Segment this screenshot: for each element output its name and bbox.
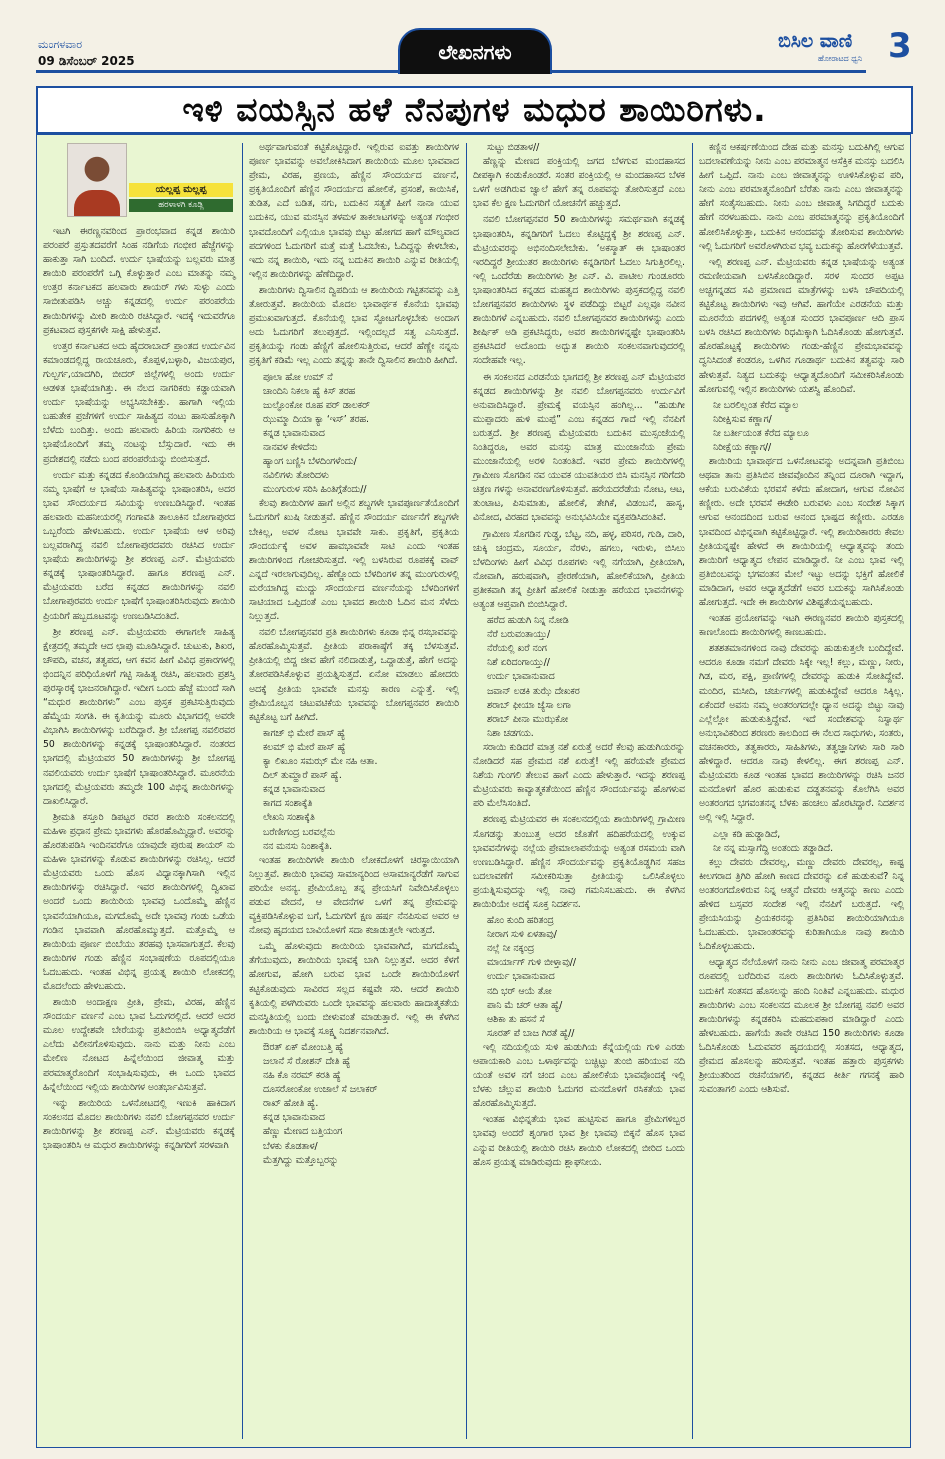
- author-name: ಯಲ್ಲಪ್ಪ ಮಲ್ಲಪ್ಪ: [129, 183, 233, 197]
- column-3: [467, 135, 691, 1447]
- paragraph: ಒಮ್ಮೆ ಹೊಳುವುದು ಶಾಯಿರಿಯ ಭಾವವಾಗಿದೆ, ಮಗದೊಮ್ಮೆ ತೆಗೆಯುವುದು, ಶಾಯಿರಿಯ ಭಾವಕ್ಕೆ ಬಾಗಿ ನಿಲ್ಲುತ್ತವೆ. ಅದರ ಕೆಳಗೆ ಹೋಗುವ, ಹೋಗಿ ಬರುವ ಭಾವ ಒಂದೇ ಶಾಯಿರಿಯೊಳಗೆ ಕಟ್ಟಿಕೊಡುವುದು ಸಾವಿರದ ಸಲ್ಲದ ಕಷ್ಟವೇ ಸರಿ. ಆದರೆ ಶಾಯಿರಿ ಕೃತಿಯಲ್ಲಿ ಪಳಗಿರುವರು ಒಂದೇ ಭಾವವನ್ನು ಹಲವಾರು ಹಾದಾತ್ಮಕತೆಯ ಮನಸ್ಥಿತಿಯಲ್ಲಿ ಬಂದು ಬೀಳುವಂತೆ ಮಾಡುತ್ತಾರೆ. ಇಲ್ಲಿ ಈ ಕೆಳಗಿನ ಶಾಯಿರಿಯ ಆ ಭಾವಕ್ಕೆ ಸೂಕ್ಷ್ಮ ನಿದರ್ಶನವಾಗಿದೆ.: [249, 941, 459, 1037]
- verse-line: ನಾನವಳ ಕೇಳಿದೆನು: [263, 441, 318, 453]
- verse-line: ಸುಟ್ಟು ಬಿಡತಾಳ//: [487, 142, 540, 153]
- paragraph: ಆಧ್ಯಾತ್ಮದ ನೆಲೆಯೊಳಗೆ ನಾನು ನೀನು ಎಂಬ ಜೀವಾತ್ಮ ಪರಮಾತ್ಮರ ರೂಪದಲ್ಲಿ ಬರೆದಿರುವ ನೂರು ಶಾಯಿರಿಗಳು ಓದಿಸಿಕೊಳ್ಳುತ್ತವೆ. ಬದುಕಿಗೆ ಸಂತಸದ ಹೊಸಲನ್ನು ಹಂದಿ ನಿಂತಿವೆ ಎನ್ನಬಹುದು. ಮಧುರ ಶಾಯಿರಿಗಳು ಎಂಬ ಸಂಕಲನದ ಮೂಲಕ ಶ್ರೀ ಬೋಗಪ್ಪ ನವಲಿ ಅವರ ಶಾಯಿರಿಗಳನ್ನು ಕನ್ನಡಕರಿಸಿ ಮಹದುಪಕಾರ ಮಾಡಿದ್ದಾರೆ ಎಂದು ಹೇಳಬಹುದು. ಹಾಗೆಯೆ ತಾವೇ ರಚಿಸಿದ 150 ಶಾಯಿರಿಗಳು ಕೂಡಾ ಓದಿಸಿಕೊಂಡು ಓದುವವರ ಹೃದಯದಲ್ಲಿ ಸಂತಸದ, ಆಧ್ಯಾತ್ಮದ, ಪ್ರೇಮದ ಹೊಸಲನ್ನು ಹರಿಸುತ್ತವೆ. ಇಂತಹ ಹತ್ತಾರು ಪುಸ್ತಕಗಳು ಶ್ರೀಯುತರಿಂದ ರಚನೆಯಾಗಲಿ, ಕನ್ನಡದ ಕೀರ್ತಿ ಗಗನಕ್ಕೆ ಹಾರಿ ಸುವಂತಾಗಲಿ ಎಂದು ಆಶಿಸುವೆ.: [699, 957, 904, 1096]
- verse-line: ನಿರೀಕ್ಷಿಸುವ ಕಣ್ಣಾಗ/: [713, 413, 772, 425]
- page-number: 3: [888, 26, 912, 66]
- verse-line: ಕಾಗದ ಸಂಶಾಕ್ಕೆತಿ: [263, 798, 313, 810]
- paragraph: ಇಂತಹ ಶಾಯಿರಿಗಳೇ ಶಾಯಿರಿ ಲೋಕದೊಳಗೆ ಚಿರಸ್ಥಾಯಿಯಾಗಿ ನಿಲ್ಲುತ್ತವೆ. ಶಾಯಿರಿ ಭಾವವು ಸಾಮಾನ್ಯರಿಂದ ಅಸಾಮಾನ್ಯರೆಡೆಗೆ ಸಾಗುವ ಪರಿಯೇ ಅನನ್ಯ. ಪ್ರೇಮಿಯೊಬ್ಬ ತನ್ನ ಪ್ರೇಯಸಿಗೆ ನಿವೇದಿಸಿಕೊಳ್ಳಲು ಪಡುವ ವೇದನೆ, ಆ ವೇದನೆಗಳ ಒಳಗೆ ತನ್ನ ಪ್ರೇಮವನ್ನು ವ್ಯಕ್ತಿಪಡಿಸಿಕೊಳ್ಳುವ ಬಗೆ, ಓದುಗರಿಗೆ ಕ್ಷಣ ಹರ್ಷ ನೆನಪಿಸುವ ಅವರ ಆ ನೋವು ಹೃದಯದ ಬಾವಿಯೊಳಗೆ ಸದಾ ಕಜಾಡುತ್ತಲೇ ಇರುತ್ತದೆ.: [249, 854, 459, 937]
- paragraph: ಉತ್ತರ ಕರ್ನಾಟಕದ ಅದು ಹೈದರಾಬಾದ್ ಪ್ರಾಂತದ ಉರ್ದುವಿನ ಕಮಾಂಡದಲ್ಲಿದ್ದ ರಾಯಚೂರು, ಕೊಪ್ಪಳ,ಬಳ್ಳಾರಿ, ವಿಜಯಪುರ, ಗುಲ್ಬರ್ಗ,ಯಾದಗಿರಿ, ಬೀದರ್ ಜಿಲ್ಲೆಗಳಲ್ಲಿ ಅಂದು ಉರ್ದು ಆಡಳಿತ ಭಾಷೆಯಾಗಿತ್ತು. ಈ ನೆಲದ ನಾಗರಿಕರು ಕಡ್ಡಾಯವಾಗಿ ಉರ್ದು ಭಾಷೆಯನ್ನು ಅಭ್ಯಸಿಸಬೇಕಿತ್ತು. ಹಾಗಾಗಿ ಇಲ್ಲಿಯ ಬಹುತೇಕ ಪ್ರಜೆಗಳಿಗೆ ಉರ್ದು ಸಾಹಿತ್ಯದ ನಂಟು ಹಾಸುಹೊಕ್ಕಾಗಿ ಬೆಳೆದು ಬಂದಿತ್ತು. ಅಂದು ಹಲವಾರು ಹಿರಿಯ ನಾಗರಿಕರು ಆ ಭಾಷೆಯೊಂದಿಗೆ ತಮ್ಮ ನಂಟನ್ನು ಬೆಸ್ಸುದಾರೆ. ಇದು ಈ ಪ್ರದೇಶದಲ್ಲಿ ನಡೆದು ಬಂದ ಪರಂಪರೆಯನ್ನು ಬಿಂಬಿಸುತ್ತದೆ.: [43, 340, 235, 465]
- verse-line: ಕಾಗಜ್ ಭಿ ಮೇರೆ ಪಾಸ್ ಹ್ಯೆ: [263, 727, 346, 739]
- section-tab: ಲೇಖನಗಳು: [398, 28, 552, 74]
- paragraph: ಹೆಣ್ಣನ್ನು ಮೇಣದ ಪಂಕ್ತಿಯಲ್ಲಿ ಜಗದ ಬೆಳಗುವ ಮಂದಹಾಸದ ದೀಪಕ್ಕಾಗಿ ಕಂಡುಕೊಂಡರೆ. ಸಂತರ ಪಂಕ್ತಿಯಲ್ಲಿ ಆ ಮಂದಹಾಸದ ಬೆಳಕ ಒಳಗೆ ಅಡಗಿರುವ ಜ್ವಾಲೆ ಹೇಗೆ ತನ್ನ ರೂಪವನ್ನು ತೋರಿಸುತ್ತದೆ ಎಂಬ ಭಾವ ಕೆಲ ಕ್ಷಣ ಓದುಗರಿಗೆ ಯೋಚನೆಗೆ ಹಚ್ಚುತ್ತದೆ.: [473, 156, 685, 210]
- column-4: [693, 135, 910, 1447]
- verse-line: ನಿರೀಕ್ಷೆಯ ಕಣ್ಣಾಗ//: [713, 441, 772, 453]
- verse-line: ಜವಾನ್ ಲಡಕಿ ತುಝೆ ದೇಖಕರ: [487, 685, 580, 697]
- verse-line: ನೀ ಬರ್ತೀಯಂತ ಕೆರೆದ ಮ್ಯಾಲೂ: [713, 427, 809, 439]
- verse-line: ಜಲಾನೆ ಸೆ ರೋಶನ್ ದೇತಿ ಹ್ಯೆ: [263, 1056, 351, 1067]
- paragraph: ಇಂತಹ ವಿಭಿನ್ನತೆಯ ಭಾವ ಹುಟ್ಟಿಸುವ ಹಾಗೂ ಪ್ರೇಮಿಗಳಿಬ್ಬರ ಭಾವವು ಅಂದರೆ ಶೃಂಗಾರ ಭಾವ ಶ್ರೀ ಭಾವವು ಬಿಕ್ಕನೆ ಹೊಸ ಭಾವ ಎನ್ನುವ ರೀತಿಯಲ್ಲಿ ಶಾಯಿರಿ ರಚಿಸಿ ಶಾಯಿರಿ ಲೋಕದಲ್ಲಿ ಬೀರಿದ ಒಂದು ಹೊಸ ಪ್ರಯತ್ನ ಮಾಡಿರುವುದು ಶ್ಲಾಘನೀಯ.: [473, 1114, 685, 1168]
- verse-line: ನೀರಾಗ ಸುಳಿ ಏಳತಾವು/: [487, 929, 557, 941]
- verse-line: ಹೆಣ್ಣು ಮೇಣದ ಬತ್ತಿಯಂಗ: [263, 1126, 343, 1138]
- verse-line: ಹರೆದ ಹುಡುಗಿ ನಿನ್ನ ನೋಡಿ: [487, 615, 569, 627]
- verse-line: ಎಲ್ಲಾ ಕಡಿ ಹುಡ್ಡಾಡಿದೆ,: [713, 828, 781, 840]
- verse-line: ಕ್ಯಾ ಲಿಖೂಂ ಸಮಝ್ ಮೇ ನಹಿ ಆತಾ.: [263, 756, 378, 768]
- paragraph: ನವಲಿ ಬೋಗಪ್ಪನವರ 50 ಶಾಯಿರಿಗಳನ್ನು ಸಮರ್ಥವಾಗಿ ಕನ್ನಡಕ್ಕೆ ಭಾಷಾಂತರಿಸಿ, ಕನ್ನಡಿಗರಿಗೆ ಓದಲು ಕೊಟ್ಟಿದ್ದಕ್ಕೆ ಶ್ರೀ ಶರಣಪ್ಪ ಎನ್. ಮೆಟ್ರಿಯವರನ್ನು ಅಭಿನಂದಿಸಲೇಬೇಕು. ‘ಅಕಸ್ಮಾತ್ ಈ ಭಾಷಾಂತರ ಇರದಿದ್ದರೆ ಶ್ರೀಯುತರ ಶಾಯಿರಿಗಳು ಕನ್ನಡಿಗರಿಗೆ ಓದಲು ಸಿಗುತ್ತಿರಲಿಲ್ಲ. ಇಲ್ಲಿ ಒಂದೆರೆಡು ಶಾಯಿರಿಗಳು ಶ್ರೀ ಎನ್. ವಿ. ಪಾಟೀಲ ಗುಂಡೂರರು ಭಾಷಾಂತರಿಸಿದ ಕನ್ನಡದ ಮಹತ್ವದ ಶಾಯಿರಿಗಳು ಪುಸ್ತಕದಲ್ಲಿದ್ದ ನವಲಿ ಬೋಗಪ್ಪನವರ ಶಾಯಿರಿಗಳು ಸ್ಥಳ ಪಡೆದಿದ್ದು ಬಿಟ್ಟರೆ ಎಲ್ಲವೂ ನವೀನ ಶಾಯಿರಿಗಳೆ ಎನ್ನಬಹುದು. ನವಲಿ ಬೋಗಪ್ಪನವರ ಶಾಯಿರಿಗಳನ್ನು ಎಂದು ಶೀರ್ಷಿಕ್ ಅಡಿ ಪ್ರಕಟಿಸಿದ್ದರು, ಅವರ ಶಾಯಿರಿಗಳನ್ನಷ್ಟೇ ಭಾಷಾಂತರಿಸಿ ಪ್ರಕಟಿಸಿದರೆ ಅದೊಂದು ಅದ್ಭುತ ಶಾಯಿರಿ ಸಂಕಲನವಾಗುವುದರಲ್ಲಿ ಸಂದೇಹವೇ ಇಲ್ಲ.: [473, 214, 685, 367]
- verse-line: ಸೂರತ್ ಪೆ ಬಾಜ ಗಿರತೆ ಹ್ಯೆ//: [487, 1027, 575, 1039]
- column-2: [243, 135, 465, 1447]
- verse-line: ನಿಶಾ ಚಡಗಯ.: [487, 727, 534, 739]
- verse-line: ಲೇಖನಿ ಸಂಶಾಕ್ಕೆತಿ: [263, 812, 315, 824]
- verse-line: ನೀ ನನ್ನ ಮಸ್ಸಾಗೆದ್ದಿ ಅಂತಂದು ತಡ್ಡಾಡಿದೆ.: [713, 842, 834, 854]
- verse-line: ಮುಂಗುರುಳ ಸರಿಸಿ ಹಿಂತಿಗ್ಗೆತೆಂದು//: [263, 484, 367, 496]
- paragraph: ಕಣ್ಣಿನ ಆಕರ್ಷಣೆಯಿಂದ ದೇಹ ಮತ್ತು ಮನಸ್ಸು ಬದುಕಿಗಿಲ್ಲಿ ಆಗುವ ಬದಲಾವಣೆಯನ್ನು ನೀನು ಎಂಬ ಪರಮಾತ್ಮನ ಆಸೆಕ್ತಿಕ ಮನಸ್ಸು ಬದಲಿಸಿ ಹೀಗೆ ಒಪ್ಪಿದೆ. ನಾನು ಎಂಬ ಜೀವಾತ್ಮನನ್ನು ಊಳಿಸಿಕೊಳ್ಳುವ ಪರಿ, ನೀನು ಎಂಬ ಪರಮಾತ್ಮನೊಂದಿಗೆ ಬೆರೆತು ನಾನು ಎಂಬ ಜೀವಾತ್ಮನನ್ನು ಹೇಗೆ ಸಂತೈಸಬಹುದು. ನೀನು ಎಂಬ ಜೀವಾತ್ಮ ಸಿಗದಿದ್ದರೆ ಬದುಕು ಹೇಗೆ ನರಳಬಹುದು. ನಾನು ಎಂಬ ಪರಮಾತ್ಮನನ್ನು ಪ್ರಕೃತಿಯೊಂದಿಗೆ ಹೋಲಿಸಿಕೊಳ್ಳುತ್ತಾ, ಬದುಕಿನ ಆನಂದವನ್ನು ತೋರಿಸುವ ಶಾಯಿರಿಗಳು ಇಲ್ಲಿ ಓದುಗರಿಗೆ ಅವರೊಳಗಿರುವ ಭವ್ಯ ಬದುಕನ್ನು ಹೊರಗೆಳೆಯುತ್ತವೆ.: [699, 142, 904, 252]
- verse-line: ದಿಲ್ ತುಮ್ಹಾರೆ ಪಾಸ್ ಹ್ಯೆ.: [263, 770, 342, 782]
- verse-line: ಬರೆಣೀಗಂದ್ರ ಬರವಲ್ಲೆನು: [263, 826, 336, 838]
- paragraph: ಕಲ್ಲು ದೇವರು ದೇವರಲ್ಲ, ಮಣ್ಣು ದೇವರು ದೇವರಲ್ಲ, ಕಾಷ್ಟ ಕೀಲಗರಾದ ತ್ರಿಗಿರಿ ಹೋಗಿ ಕಾಣದ ದೇವರನ್ನು ಏಕೆ ಹುಡುಕುವೆ? ನಿನ್ನ ಅಂತರಂಗದೊಳಿರುವ ನಿನ್ನ ಆತ್ಮನೆ ದೇವರು ಆತ್ಮನನ್ನು ಕಾಣು ಎಂದು ಹೇಳಿದ ಬಸ್ಸವರ ಸಂದೇಶ ಇಲ್ಲಿ ನೆನಪಿಗೆ ಬರುತ್ತದೆ. ಇಲ್ಲಿ ಪ್ರೇಯಸಿಯನ್ನು ಪ್ರಿಯಕರನನ್ನು ಪ್ರತಿಸಿರಿವ ಶಾಯಿರಿಯಾಗಿಯೂ ಓದಬಹುದು. ಭಾವಾಂತರವನ್ನು ಕುರಿತಾಗಿಯೂ ನಾವು ಶಾಯಿರಿ ಓದಿಕೊಳ್ಳಬಹುದು.: [699, 856, 904, 953]
- verse-line: ನಲ್ಲೆ ನೀ ನಕ್ಕಂದ್ರ: [487, 943, 535, 955]
- verse-line: ಪಾನಿ ಮೆ ಚರ್ ಆತಾ ಹ್ಯೆ/: [487, 999, 563, 1011]
- brand-name: ಬಿಸಿಲ ವಾಣಿ: [778, 30, 853, 52]
- verse-line: ನೆರೆ ಬರುವಂತಾಯ್ತು/: [487, 629, 551, 641]
- paragraph: ಶಾಯಿರಿಗಳು ದ್ವಿಸಾಲಿನ ದ್ವಿಪದಿಯ ಆ ಶಾಯಿರಿಯ ಗಟ್ಟಿತನವನ್ನು ಎತ್ತಿ ತೋರುತ್ತವೆ. ಶಾಯಿರಿಯ ಮೊದಲ ಭಾವಾರ್ಥಕ ಕೊನೆಯ ಭಾವವು ಪ್ರಮುಖವಾಗುತ್ತದೆ. ಕೊನೆಯಲ್ಲಿ ಭಾವ ಸ್ಫೋಟಗೊಳ್ಳಬೇಕು ಅಂದಾಗ ಅದು ಓದುಗರಿಗೆ ತಲುಪುತ್ತದೆ. ಇಲ್ಲಿಂದಲ್ಲದೆ ಸತ್ವ ಎನಿಸುತ್ತದೆ. ಪ್ರಕೃತಿಯನ್ನು ಗಂಡು ಹೆಣ್ಣಿಗೆ ಹೋಲಿಸುತ್ತಿರುವ, ಆದರೆ ಹೆಣ್ಣೇ ನನ್ನನು ಪ್ರಕೃತಿಗೆ ಕಡಿಮೆ ಇಲ್ಲ ಎಂದು ತನ್ನನ್ನು ತಾನೇ ದ್ವಿಸಾಲಿನ ಶಾಯಿರಿ ಹೀಗಿದೆ.: [249, 284, 459, 367]
- verse-line: ಹ್ಯಾಂಗ ಬಣ್ಣಿಸಿ ಬೆಳದಿಂಗಳೆಂದು/: [263, 456, 357, 468]
- verse-line: ಶರಾಬ್ ಪೀನಾ ಮುಝಕೋ: [487, 713, 569, 725]
- paragraph: ಇಲ್ಲಿ ಶರಣಪ್ಪ ಎನ್. ಮೆಟ್ರಿಯವರು ಕನ್ನಡ ಭಾಷೆಯನ್ನು ಅತ್ಯಂತ ರಮಣೀಯವಾಗಿ ಬಳಸಿಕೊಂಡಿದ್ದಾರೆ. ಸರಳ ಸುಂದರ ಅಪ್ಪಟ ಅಚ್ಚಗನ್ನಡದ ಸವಿ ಪ್ರಮಾಣದ ಮಾತ್ರೆಗಳನ್ನು ಬಳಸಿ ಚೌಪದಿಯಲ್ಲಿ ಕಟ್ಟಿಕೊಟ್ಟ ಶಾಯಿರಿಗಳು ಇವು ಆಗಿವೆ. ಹಾಗೆಯೇ ಎರಡನೆಯ ಮತ್ತು ಮೂರನೆಯ ಪದಗಳಲ್ಲಿ ಅತ್ಯಂತ ಸುಂದರ ಭಾವಪೂರ್ಣ ಆದಿ ಪ್ರಾಸ ಬಳಸಿ ರಚಿಸಿದ ಶಾಯಿರಿಗಳು ರಿಧಮಿಕ್ಕಾಗಿ ಓದಿಸಿಕೊಂಡು ಹೋಗುತ್ತವೆ. ಹೊರಹೊಟ್ಟಕ್ಕೆ ಶಾಯಿರಿಗಳು ಗಂಡು-ಹೆಣ್ಣಿನ ಪ್ರೇಮಭಾವವನ್ನು ದ್ವನಿಸಿದಂತೆ ಕಂಡರೂ, ಒಳಗಿನ ಗೂಡಾರ್ಥ ಬದುಕಿನ ತತ್ವವನ್ನು ಸಾರಿ ಹೇಳುತ್ತವೆ. ನಿತ್ಯದ ಬದುಕನ್ನು ಆಧ್ಯಾತ್ಮದೊಂದಿಗೆ ಸಮೀಕರಿಸಿಕೊಂಡು ಹೋಗುವಲ್ಲಿ ಇಲ್ಲಿನ ಶಾಯಿರಿಗಳು ಯಶಸ್ವಿ ಹೊಂದಿವೆ.: [699, 256, 904, 395]
- masthead-date: 09 ಡಿಸೆಂಬರ್ 2025: [38, 54, 135, 68]
- verse-line: ಮೆತ್ತಗಿದ್ದು ಮತ್ತೊಬ್ಬರನ್ನು: [263, 1154, 339, 1166]
- masthead-day: ಮಂಗಳವಾರ: [38, 38, 83, 51]
- paragraph: ಶರಣಪ್ಪ ಮೆಟ್ರಿಯವರ ಈ ಸಂಕಲನದಲ್ಲಿಯ ಶಾಯಿರಿಗಳಲ್ಲಿ ಗ್ರಾಮೀಣ ಸೊಗಡನ್ನು ತುಂಬುತ್ತ ಅದರ ಜೊತೆಗೆ ಹದಿಹರೆಯದಲ್ಲಿ ಉಕ್ಕುವ ಭಾವವನೆಗಳನ್ನು ನಲ್ಲೆಯ ಪ್ರೇಮಾಲಾಪನೆಯನ್ನು ಅತ್ಯಂತ ರಸಮಯ ವಾಗಿ ಉಣಬಡಿಸಿದ್ದಾರೆ. ಹೆಣ್ಣಿನ ಸೌಂದರ್ಯವನ್ನು ಪ್ರಕೃತಿಯೊಡ್ಡಗಿನ ಸಹಜ ಬದಲಾವಣೆಗೆ ಸಮೀಕರಿಸುತ್ತಾ ಪ್ರೀತಿಯನ್ನು ಒಲಿಸಿಕೊಳ್ಳಲು ಪ್ರಯತ್ನಿಸುವುದನ್ನು ಇಲ್ಲಿ ನಾವು ಗಮನಿಸಬಹುದು. ಈ ಕೆಳಗಿನ ಶಾಯಿರಿಯೇ ಅದಕ್ಕೆ ಸೂಕ್ತ ನಿದರ್ಶನ.: [473, 814, 685, 910]
- verse-line: ನೀ ಬರಲಿಲ್ಲಂತ ಕೆರೆದ ಮ್ಯಾಲ: [713, 399, 799, 411]
- paragraph: ಕೆಲವು ಶಾಯಿರಿಗಳ ಹಾಗೆ ಅಲ್ಲಿನ ಶಬ್ದಗಳೇ ಭಾವಪೂರ್ಣತೆಯೊಂದಿಗೆ ಓದುಗರಿಗೆ ಖುಷಿ ನೀಡುತ್ತವೆ. ಹೆಣ್ಣಿನ ಸೌಂದರ್ಯ ವರ್ಣನೆಗೆ ಶಬ್ದಗಳೇ ಬೇಕಿಲ್ಲ, ಅವಳ ನೋಟ ಭಾವವೇ ಸಾಕು. ಪ್ರಕೃತಿಗೆ, ಪ್ರಕೃತಿಯ ಸೌಂದರ್ಯಕ್ಕೆ ಅವಳ ಹಾವಭಾವವೇ ಸಾಟಿ ಎಂದು ಇಂತಹ ಶಾಯಿರಿಗಳಿಂದ ಗೋಚರಿಸುತ್ತದೆ. ಇಲ್ಲಿ ಬಳಸಿರುವ ರೂಪಕಕ್ಕೆ ವಾವ್ ಎನ್ನದೆ ಇರಲಾಗುವುದಿಲ್ಲ. ಹೆಣ್ಣೊಂದು ಬೆಳದಿಂಗಳ ತನ್ನ ಮುಂಗುರುಳಲ್ಲಿ ಮರೆಯಾಗಿದ್ದ ಮುದ್ದು ಸೌಂದರ್ಯದ ವರ್ಣನೆಯನ್ನು ಬೆಳದಿಂಗಳಿಗೆ ಸಾಟಿಯಾದ ಒಪ್ಪಿದಂತೆ ಎಂಬ ಭಾವದ ಶಾಯಿರಿ ಓದಿನ ಮನ ಸೆಳೆದು ನಿಲ್ಲುತ್ತದೆ.: [249, 498, 459, 623]
- author-photo: [67, 143, 127, 217]
- paragraph: ಇನ್ನು ಶಾಯಿರಿಯ ಒಳನೋಟದಲ್ಲಿ ಇಣುಕಿ ಹಾಕಿದಾಗ ಸಂಕಲನದ ಮೊದಲ ಶಾಯಿರಿಗಳು ನವಲಿ ಬೋಗಪ್ಪನವರ ಉರ್ದು ಶಾಯಿರಿಗಳನ್ನು ಶ್ರೀ ಶರಣಪ್ಪ ಎನ್. ಮೆಟ್ರಿಯವರು ಕನ್ನಡಕ್ಕೆ ಭಾಷಾಂತರಿಸಿ ಆ ಮಧುರ ಶಾಯಿರಿಗಳನ್ನು ಕನ್ನಡಿಗರಿಗೆ ಸರಳವಾಗಿ: [43, 1097, 235, 1151]
- paragraph: ಉರ್ದು ಮತ್ತು ಕನ್ನಡದ ಕೊಂಡಿಯಾಗಿದ್ದ ಹಲವಾರು ಹಿರಿಯರು ನಮ್ಮ ಭಾಷೆಗೆ ಆ ಭಾಷೆಯ ಸಾಹಿತ್ಯವನ್ನು ಭಾಷಾಂತರಿಸಿ, ಅದರ ಭಾವ ಸೌಂದರ್ಯದ ಸವಿಯನ್ನು ಉಣಬಡಿಸಿದ್ದಾರೆ. ಇಂತಹ ಹಲವಾರು ಮಹನೀಯರಲ್ಲಿ ಗಂಗಾವತಿ ತಾಲೂಕಿನ ಬೋಗಾಪುರದ ಒಬ್ಬರೆಂದು ಹೇಳಬಹುದು. ಉರ್ದು ಭಾಷೆಯ ಆಳ ಅರಿವು ಬಲ್ಲವರಾಗಿದ್ದ ನವಲಿ ಬೋಗಾಪುರದವರು ರಚಿಸಿದ ಉರ್ದು ಭಾಷೆಯ ಶಾಯಿರಿಗಳನ್ನು ಶ್ರೀ ಶರಣಪ್ಪ ಎನ್. ಮೆಟ್ರಿಯವರು ಕನ್ನಡಕ್ಕೆ ಭಾಷಾಂತರಿಸಿದ್ದಾರೆ. ಹಾಗೂ ಶರಣಪ್ಪ ಎನ್. ಮೆಟ್ರಿಯವರು ಬರೆದ ಕನ್ನಡದ ಶಾಯಿರಿಗಳನ್ನು ನವಲಿ ಬೋಗಾಪುರವರು ಉರ್ದು ಭಾಷೆಗೆ ಭಾಷಾಂತರಿಸಿರುವುದು ಶಾಯಿರಿ ಪ್ರಿಯರಿಗೆ ಹಬ್ಬದೂಟವನ್ನು ಉಣಬಡಿಸಿದಂತಿದೆ.: [43, 469, 235, 622]
- verse-line: ಹೊಂ ಕುಂದಿ ಹರಿತಂದ್ರ: [487, 915, 554, 927]
- author-place: ಹರಳಾಳಗಿ ಕೂಡ್ಲಿ: [129, 199, 233, 212]
- paragraph: ಶಾಯಿರಿ ಅಂದಾಕ್ಷಣ ಪ್ರೀತಿ, ಪ್ರೇಮ, ವಿರಹ, ಹೆಣ್ಣಿನ ಸೌಂದರ್ಯ ವರ್ಣನೆ ಎಂಬ ಭಾವ ಓದುಗರಲ್ಲಿದೆ. ಆದರೆ ಅದರ ಮೂಲ ಉದ್ದೇಶವೇ ಬೇರೆಯನ್ನು ಪ್ರತಿಬಿಂಬಿಸಿ ಅಧ್ಯಾತ್ಮದೆಡೆಗೆ ಎಲೆದು ವಿಲೀನಗೊಳಿಸುವುದು. ನಾನು ಮತ್ತು ನೀನು ಎಂಬ ಮೇಲಿಣ ನೋಟದ ಹಿನ್ನೆಲೆಯಿಂದ ಜೀವಾತ್ಮ ಮತ್ತು ಪರಮಾತ್ಮರೊಂದಿಗೆ ಸಂಭಾಷಿಸುವುದು, ಈ ಒಂದು ಭಾವದ ಹಿನ್ನೆಲೆಯಿಂದ ಇಲ್ಲಿಯ ಶಾಯಿರಿಗಳ ಅಂತರ್ಭಾವಿಸುತ್ತವೆ.: [43, 997, 235, 1093]
- paragraph: ಇಂತಹ ಪ್ರಯೋಗವನ್ನು ಇಟಗಿ ಈರಣ್ಣನವರ ಶಾಯಿರಿ ಪುಸ್ತಕದಲ್ಲಿ ಕಾಣಲೊಂದು ಶಾಯಿರಿಗಳಲ್ಲಿ ಕಾಣಬಹುದು.: [699, 613, 904, 639]
- verse-line: ಉರ್ದು ಭಾವಾನುವಾದ: [487, 971, 555, 983]
- verse-line: ನಹಿ ಕೊ ನರಮ್ ಕರತಿ ಹ್ಯೆ: [263, 1070, 341, 1082]
- paragraph: ಗ್ರಾಮೀಣ ಸೊಗಡಿನ ಗುಡ್ಡ, ಬೆಟ್ಟ, ನದಿ, ಹಳ್ಳ, ಪರಿಸರ, ಗುಡಿ, ದಾರಿ, ಚುಕ್ಕಿ ಚಂದ್ರಮ, ಸೂರ್ಯ, ನೆರಳು, ಹಗಲು, ಇರುಳು, ಬಿಸಿಲು ಬೆಳದಿಂಗಳು ಹೀಗೆ ವಿವಿಧ ರೂಪಗಳು ಇಲ್ಲಿ ನಗೆಯಾಗಿ, ಪ್ರೀತಿಯಾಗಿ, ನೋವಾಗಿ, ಹರುಷವಾಗಿ, ಪ್ರೇರಣೆಯಾಗಿ, ಹೋಲಿಕೆಯಾಗಿ, ಪ್ರೀತಿಯ ಪ್ರತೀಕವಾಗಿ ತನ್ನ ಪ್ರೀತಿಗೆ ಹೋಲಿಕೆ ನೀಡುತ್ತಾ ಹರೆಯದ ಭಾವನೆಗಳನ್ನು ಅತ್ಯಂತ ಆಪ್ತವಾಗಿ ಬಿಂಬಿಸಿದ್ದಾರೆ.: [473, 528, 685, 610]
- verse-line: ರಾಖ್ ಹೋತಿ ಹ್ಯೆ.: [263, 1098, 319, 1110]
- verse-line: ನನ ಮನಸು ನಿಂಶಾಕ್ಕೆತಿ.: [263, 840, 333, 852]
- paragraph: ಸರಾಯಿ ಕುಡಿದರೆ ಮಾತ್ರ ನಶೆ ಏರುತ್ತೆ ಅದರೆ ಕೆಲವು ಹುಡುಗಿಯರನ್ನು ನೋಡಿದರೆ ಸಹ ಪ್ರೇಮದ ನಶೆ ಏರುತ್ತೆ! ಇಲ್ಲಿ ಹರೆಯವೇ ಪ್ರೇಮದ ನಿಶೆಯ ಗುಂಗಲಿ ತೇಲುವ ಹಾಗೆ ಎಂದು ಹೇಳುತ್ತಾರೆ. ಇದನ್ನು ಶರಣಪ್ಪ ಮೆಟ್ರಿಯವರು ಕಾವ್ಯಾತ್ಮಕತೆಯಿಂದ ಹೆಣ್ಣಿನ ಸೌಂದರ್ಯವನ್ನು ಹೊಗಳುವ ಪರಿ ಮೆಲೆಸಿಸಂತಿದೆ.: [473, 741, 685, 810]
- verse-line: ಶರಾಬ್ ಫೀಯಾ ಜ್ಯೆಸಾ ಲಗಾ: [487, 699, 571, 711]
- verse-line: ನೆರೆಯಲ್ಲಿ ಖರೆ ನಂಗ: [487, 643, 547, 655]
- article-headline: ಇಳಿ ವಯಸ್ಸಿನ ಹಳೆ ನೆನಪುಗಳ ಮಧುರ ಶಾಯಿರಿಗಳು.: [36, 86, 913, 134]
- verse-line: ಪೂಲಾ ಹೋ ಉಮ್ ನೆ: [263, 371, 333, 383]
- paragraph: ಶ್ರೀ ಶರಣಪ್ಪ ಎನ್. ಮೆಟ್ರಿಯವರು ಈಗಾಗಲೇ ಸಾಹಿತ್ಯ ಕ್ಷೇತ್ರದಲ್ಲಿ ತಮ್ಮದೇ ಆದ ಛಾಪು ಮೂಡಿಸಿದ್ದಾರೆ. ಚುಟುಕು, ಶಿಖರ, ಚೌಪದಿ, ವಚನ, ತತ್ವಪದ, ಆಗ ಕವನ ಹೀಗೆ ವಿವಿಧ ಪ್ರಕಾರಗಳಲ್ಲಿ ಭಿಂದನ್ನಿನ ಪರಿಧಿಯೊಳಗೆ ಗಟ್ಟಿ ಸಾಹಿತ್ಯ ರಚಿಸಿ, ಹಲವಾರು ಪ್ರಶಸ್ತಿ ಪುರಸ್ಕಾರಕ್ಕೆ ಭಾಜನರಾಗಿದ್ದಾರೆ. ಇದೀಗ ಒಂದು ಹೆಜ್ಜೆ ಮುಂದೆ ಸಾಗಿ “ಮಧುರ ಶಾಯಿರಿಗಳು” ಎಂಬ ಪುಸ್ತಕ ಪ್ರಕಟಿಸುತ್ತಿರುವುದು ಹೆಮ್ಮೆಯ ಸಂಗತಿ. ಈ ಕೃತಿಯನ್ನು ಮೂರು ವಿಭಾಗದಲ್ಲಿ ಅವರೇ ವಿಭಾಗಿಸಿ ಶಾಯಿರಿಗಳನ್ನು ಬರೆದಿದ್ದಾರೆ. ಶ್ರೀ ಬೋಗಪ್ಪ ನವಲಿರವರ 50 ಶಾಯಿರಿಗಳನ್ನು ಕನ್ನಡಕ್ಕೆ ಭಾಷಾಂತರಿಸಿದ್ದಾರೆ. ನಂತರದ ಭಾಗದಲ್ಲಿ ಮೆಟ್ರಿಯವರ 50 ಶಾಯಿರಿಗಳನ್ನು ಶ್ರೀ ಬೋಗಪ್ಪ ನವಲಿಯವರು ಉರ್ದು ಭಾಷೆಗೆ ಭಾಷಾಂತರಿಸಿದ್ದಾರೆ. ಮೂರನೆಯ ಭಾಗದಲ್ಲಿ ಮೆಟ್ರಿಯವರು ತಮ್ಮದೇ 100 ವಿಭಿನ್ನ ಶಾಯಿರಿಗಳನ್ನು ದಾಖಲಿಸಿದ್ದಾರೆ.: [43, 626, 235, 807]
- verse-line: ಕನ್ನಡ ಭಾವಾನುವಾದ: [263, 1112, 325, 1124]
- column-1: [37, 225, 241, 1445]
- verse-line: ನದಿ ಭರ್ ಆಯೆ ತೋ: [487, 985, 552, 997]
- paragraph: ನವಲಿ ಬೋಗಪ್ಪನವರ ಪ್ರತಿ ಶಾಯಿರಿಗಳು ಕೂಡಾ ಭಿನ್ನ ರಸಭಾವವನ್ನು ಹೊರಹೊಮ್ಮಿಸುತ್ತವೆ. ಪ್ರೀತಿಯ ಪರಾಕಾಷ್ಠೆಗೆ ತಕ್ಕ ಬೆಳಸುತ್ತವೆ. ಪ್ರೀತಿಯಲ್ಲಿ ಬಿದ್ದ ಜೀವ ಹೇಗೆ ನಲಿದಾಡುತ್ತೆ, ಒದ್ದಾಡುತ್ತೆ, ಹೇಗೆ ಅದನ್ನು ತೋರಪಡಿಸಿಕೊಳ್ಳುವ ಪ್ರಯತ್ನಿಸುತ್ತದೆ. ಏನೋ ಮಾಡಲು ಹೋದರು ಅದಕ್ಕೆ ಪ್ರೀತಿಯ ಭಾವವೇ ಮನಸ್ಸು ಕಾರಣ ಎನ್ನುತ್ತೆ. ಇಲ್ಲಿ ಪ್ರೇಮಿಯೊಬ್ಬನ ಚಟುವಟಿಕೆಯ ಭಾವವನ್ನು ಬೋಗಪ್ಪನವರ ಶಾಯಿರಿ ಕಟ್ಟಿಕೊಟ್ಟ ಬಗೆ ಹೀಗಿದೆ.: [249, 627, 459, 723]
- verse-line: ಝುಮ್ಮಾ ದಿಯಾ ಕ್ಯಾ ‘ಇಸ್’ ತರಹ.: [263, 413, 369, 425]
- verse-line: ಜುಲ್ಫೊಂಕೋ ರೂಹ ಪರ್ ಡಾಲಕರ್: [263, 399, 370, 411]
- verse-line: ನವಿಲಿಗಳು ತೋರಿದಳು: [263, 470, 329, 482]
- verse-line: ಆಶಿಕಾ ತು ಹಸನೆ ಸೆ: [487, 1013, 545, 1025]
- masthead: [0, 0, 945, 80]
- article-body: [36, 134, 911, 1448]
- paragraph: ಇಲ್ಲಿ ನದಿಯಲ್ಲಿಯ ಸುಳಿ ಹುಡುಗಿಯ ಕೆನ್ನೆಯಲ್ಲಿಯ ಗುಳಿ ಎರಡು ಆಪಾಯಕಾರಿ ಎಂಬ ಒಳಾರ್ಥವನ್ನು ಬಚ್ಚಿಟ್ಟು ತುಂಬಿ ಹರಿಯುವ ನದಿ ಯಂತೆ ಅವಳ ನಗೆ ಚಂದ ಎಂಬ ಹೋಲಿಕೆಯ ಭಾವವೊಂದಕ್ಕೆ ಇಲ್ಲಿ ಬೆಳಕು ಚೆಲ್ಲುವ ಶಾಯಿರಿ ಓದುಗರ ಮನದೊಳಗೆ ರಸಿಕತೆಯ ಭಾವ ಹೊರಹೊಮ್ಮಿಸುತ್ತದೆ.: [473, 1041, 685, 1110]
- verse-line: ದೂಸರೋಂಕೋ ಉಜಾಲೆ ಸೆ ಜಲಾಕರ್: [263, 1084, 378, 1096]
- paragraph: ಈ ಸಂಕಲನದ ಎರಡನೆಯ ಭಾಗದಲ್ಲಿ ಶ್ರೀ ಶರಣಪ್ಪ ಎನ್ ಮೆಟ್ರಿಯವರ ಕನ್ನಡದ ಶಾಯಿರಿಗಳನ್ನು ಶ್ರೀ ನವಲಿ ಬೋಗಪ್ಪನವರು ಉರ್ದುವಿಗೆ ಅನುವಾದಿಸಿದ್ದಾರೆ. ಪ್ರೇಮಕ್ಕೆ ವಯಸ್ಸಿನ ಹಂಗಿಲ್ಲ... “ಹುಡುಗೀ ಮುಪ್ಪಾದರು ಹುಳಿ ಮುಪ್ಪೆ” ಎಂಬ ಕನ್ನಡದ ಗಾದೆ ಇಲ್ಲಿ ನೆನಪಿಗೆ ಬರುತ್ತದೆ. ಶ್ರೀ ಶರಣಪ್ಪ ಮೆಟ್ರಿಯವರು ಬದುಕಿನ ಮುಸ್ಸಂಜೆಯಲ್ಲಿ ನಿಂತಿದ್ದರೂ, ಅವರ ಮನಸ್ಸು ಮಾತ್ರ ಮುಂಜಾನೆಯ ಪ್ರೇಮ ಮುಂಜಾನೆಯಲ್ಲಿ ಅರಳಿ ನಿಂತಂತಿದೆ. ಇವರ ಪ್ರೇಮ ಶಾಯಿರಿಗಳಲ್ಲಿ ಗ್ರಾಮೀಣ ಸೊಗಡಿನ ನವ ಯುವಕ ಯುವತಿಯರ ಬಿಸಿ ಮನಸ್ಸಿನ ಗರಿಗೆದರಿ ಚಿತ್ರಣ ಗಳನ್ನು ಅನಾವರಣಗೊಳಿಸುತ್ತವೆ. ಹರೆಯದರೆಡೆಯ ನೋಟ, ಆಟ, ತುಂಟಾಟ, ಪಿಸುಮಾತು, ಹೋಲಿಕೆ, ತೇಗಿಕೆ, ವಿಡಂಬನೆ, ಹಾಸ್ಯ, ವಿನೋದ, ವಿರಹದ ಭಾವವನ್ನು ಅನುಭವಿಸಿಯೇ ವ್ಯಕ್ತಪಡಿಸಿದಂತಿವೆ.: [473, 371, 685, 524]
- brand-logo: [778, 26, 912, 68]
- verse-line: ಬೆಳಕು ಕೊಡತಾಳ/: [263, 1140, 318, 1152]
- verse-line: ಕಲಮ್ ಭಿ ಮೇರೆ ಪಾಸ್ ಹ್ಯೆ: [263, 741, 346, 753]
- author-byline: [37, 135, 241, 221]
- verse-line: ನಿಶೆ ಏರಿದಂಗಾಯ್ತು//: [487, 657, 550, 669]
- verse-line: ಉರ್ದು ಭಾವಾನುವಾದ: [487, 671, 555, 683]
- paragraph: ಅರ್ಥವಾಗುವಂತೆ ಕಟ್ಟಿಕೊಟ್ಟಿದ್ದಾರೆ. ಇಲ್ಲಿರುವ ಐವತ್ತು ಶಾಯಿರಿಗಳ ಪೂರ್ಣ ಭಾವವನ್ನು ಅವಲೋಕಿಸಿದಾಗ ಶಾಯಿರಿಯ ಮೂಲ ಭಾವವಾದ ಪ್ರೇಮ, ವಿರಹ, ಪ್ರಣಯ, ಹೆಣ್ಣಿನ ಸೌಂದರ್ಯದ ವರ್ಣನೆ, ಪ್ರಕೃತಿಯೊಂದಿಗೆ ಹೆಣ್ಣಿನ ಸೌಂದರ್ಯದ ಹೋಲಿಕೆ, ಪ್ರಸಂಶೆ, ಕಾಯಿಸಿಕೆ, ತುಡಿತ, ಎದೆ ಬಡಿತ, ನಗು, ಬದುಕಿನ ಸತ್ಯತೆ ಹೀಗೆ ನಾನಾ ಯುವ ಬದುಕಿನ, ಯುವ ಮನಸ್ಸಿನ ತಳಮಳ ತಾಕಲಾಟಗಳನ್ನು ಅತ್ಯಂತ ಗಂಭೀರ ಭಾವದೊಂದಿಗೆ ಎಲ್ಲಿಯೂ ಭಾವವು ಬಿಟ್ಟು ಹೋಗದ ಹಾಗೆ ಮೌಲ್ಯವಾದ ಪದಗಳಿಂದ ಓದುಗರಿಗೆ ಮತ್ತೆ ಮತ್ತೆ ಓದಬೇಕು, ಓದಿದ್ದನ್ನು ಕೇಳಬೇಕು, ಇದು ನನ್ನ ಶಾಯಿರಿ, ಇದು ನನ್ನ ಬದುಕಿನ ಶಾಯಿರಿ ಎನ್ನುವ ರೀತಿಯಲ್ಲಿ ಇಲ್ಲಿನ ಶಾಯಿರಿಗಳನ್ನು ಹೆಣೆದಿದ್ದಾರೆ.: [249, 142, 459, 280]
- verse-line: ಮಾರ್ಯಾಗ್ ಗುಳಿ ಬೀಳ್ತಾವು//: [487, 957, 577, 969]
- brand-tagline: ಹೋರಾಟದ ಧ್ವನಿ: [818, 54, 863, 63]
- verse-line: ಕನ್ನಡ ಭಾವಾನುವಾದ: [263, 427, 325, 439]
- verse-line: ಔರತ್ ಏಕ್ ಮೋಂಬತ್ತಿ ಹ್ಯೆ: [263, 1041, 344, 1053]
- verse-line: ಚಾಂದಿನಿ ನಿಕಲಾ ಹ್ಯೆ ಕಿಸ್ ತರಹ: [263, 385, 356, 397]
- paragraph: ಶಾಯಿರಿಯ ಭಾವಾರ್ಥದ ಒಳನೋಟವನ್ನು ಅದನ್ನವಾಗಿ ಪ್ರತಿಬಿಂಬ ಆಥವಾ ತಾನು ಪ್ರತಿಸಿಬಿನ ಜೀವವೊಂದಿನ ತನ್ನಿಂದ ದೂರಾಗಿ ಇದ್ದಾಗ, ಆಕೆಯ ಬರುವಿಕೆಯ ಭರವಸೆ ಕಳೆದು ಹೋದಾಗ, ಆಗುವ ನೋವಿನ ಕಣ್ಣೀರು. ಅದೇ ಭರವಸೆ ಈಡೇರಿ ಬರುವಳು ಎಂಬ ಸಂದೇಶ ಸಿಕ್ಕಾಗ ಆಗುವ ಆನಂದದಿಂದ ಬರುವ ಆನಂದ ಭಾಷ್ಪದ ಕಣ್ಣೀರು. ಎರಡೂ ಭಾವದಿಂದ ವಿಭಿನ್ನವಾಗಿ ಕಟ್ಟಿಕೊಟ್ಟಿದ್ದಾರೆ. ಇಲ್ಲಿ ಶಾಯಿರಿಕಾರರು ಕೇವಲ ಪ್ರೀತಿಯನ್ನಷ್ಟೇ ಹೇಳದೆ ಈ ಶಾಯಿರಿಯಲ್ಲಿ ಆಧ್ಯಾತ್ಮವನ್ನು ತಂದು ಶಾಯಿರಿಗೆ ಆಧ್ಯಾತ್ಮದ ಲೇಪನ ಮಾಡಿದ್ದಾರೆ. ನೀ ಎಂಬ ಭಾವ ಇಲ್ಲಿ ಪ್ರತಿಬಿಂಬವನ್ನು ಭಗವಂತನ ಮೇಲೆ ಇಟ್ಟು ಅದನ್ನು ಭಕ್ತಿಗೆ ಹೋಲಿಕೆ ಮಾಡಿದಾಗ, ಅವರ ಆಧ್ಯಾತ್ಮದೆಡೆಗೆ ಅವರ ಬದುಕನ್ನು ಸಾಗಿಸಿಕೊಂಡು ಹೋಗುತ್ತದೆ. ಇದೇ ಈ ಶಾಯಿರಿಗಳ ವಿಶಿಷ್ಟತೆಯನ್ನಬಹುದು.: [699, 456, 904, 608]
- verse-line: ಕನ್ನಡ ಭಾವಾನುವಾದ: [263, 784, 325, 796]
- paragraph: ಶತಶತಮಾನಗಳಿಂದ ನಾವು ದೇವರನ್ನು ಹುಡುಕುತ್ತಲೇ ಬಂದಿದ್ದೇವೆ. ಆದರೂ ಕೂಡಾ ನಮಗೆ ದೇವರು ಸಿಕ್ಕೇ ಇಲ್ಲ! ಕಲ್ಲು, ಮಣ್ಣು, ನೀರು, ಗಿಡ, ಮರ, ಪಕ್ಷಿ, ಪ್ರಾಣಿಗಳಲ್ಲಿ ದೇವರನ್ನು ಹುಡುಕಿ ಸೋತಿದ್ದೇವೆ. ಮಂದಿರ, ಮಸೀದಿ, ಚರ್ಚುಗಳಲ್ಲಿ ಹುಡುಕಿದ್ದೇವೆ ಆದರೂ ಸಿಕ್ಕಿಲ್ಲ. ಏಕೆಂದರೆ ಅವನು ನಮ್ಮ ಅಂತರಂಗದಲ್ಲೇ ಧ್ಯಾನ ಅದನ್ನು ಬಿಟ್ಟು ನಾವು ಎಲ್ಲೆಲ್ಲೋ ಹುಡುಕುತ್ತಿದ್ದೇವೆ. ಇದೆ ಸಂದೇಶವನ್ನು ನಿಸ್ವಾರ್ಥ ಅನುಭಾವಿಕರಿಂದ ಶರಣರು ಕಾಲದಿಂದ ಈ ನೆಲದ ಸಾಧುಗಳು, ಸಂತರು, ವಚನಕಾರರು, ತತ್ವಕಾರರು, ಸಾಹಿತಿಗಳು, ತತ್ವಜ್ಞಾನಿಗಳು ಸಾರಿ ಸಾರಿ ಹೇಳಿದ್ದಾರೆ. ಆದರೂ ನಾವು ಕೇಳಲಿಲ್ಲ. ಈಗ ಶರಣಪ್ಪ ಎನ್. ಮೆಟ್ರಿಯವರು ಕೂಡ ಇಂತಹ ಭಾವದ ಶಾಯಿರಿಗಳನ್ನು ರಚಿಸಿ ಜನರ ಮನದೊಳಗೆ ಹೊರ ಹುಡುಕುವ ದಡ್ಡತನವನ್ನು ಕೊಲೆಗಿಸಿ ಅವರ ಅಂತರಂಗದ ಭಗವಂತನನ್ನ ಬೆಳಕು ಹಂಚಲು ಹೊರಟಿದ್ದಾರೆ. ನಿದರ್ಶನ ಅಲ್ಲಿ ಇಲ್ಲಿ ಸಿದ್ದಾರೆ.: [699, 643, 904, 824]
- paragraph: ಶ್ರೀಮತಿ ಕಸ್ತೂರಿ ಡಿಪಟ್ಟರ ರವರ ಶಾಯಿರಿ ಸಂಕಲನದಲ್ಲಿ ಮಹಿಳಾ ಪ್ರಧಾನ ಪ್ರೇಮ ಭಾವಗಳು ಹೊರಹೊಮ್ಮಿದ್ದಾರೆ. ಅವರನ್ನು ಹೊರತುಪಡಿಸಿ ಇಂದಿನವರೆಗೂ ಯಾವುದೇ ಪುರುಷ ಶಾಯರ್ ನು ಮಹಿಳಾ ಭಾವಗಳನ್ನು ಕೊಡುವ ಶಾಯಿರಿಗಳನ್ನು ರಚಿಸಿಲ್ಲ. ಆದರೆ ಮೆಟ್ರಿಯವರು ಒಂದು ಹೊಸ ವಿಧ್ಯಾನಕ್ಕಾಗಿಸಾಗಿ ಇಲ್ಲಿನ ಶಾಯಿರಿಗಳನ್ನು ರಚಿಸಿದ್ದಾರೆ. ಇವರ ಶಾಯಿರಿಗಳಲ್ಲಿ ದ್ವಿಖಾವ ಅಂದರೆ ಒಂದು ಶಾಯಿರಿಯ ಭಾವವು ಒಂದೊಮ್ಮೆ ಹೆಣ್ಣಿನ ಭಾವನೆಯಾಗಿಯೂ, ಮಗದೊಮ್ಮೆ ಅದೇ ಭಾವವು ಗಂಡು ಒಡೆಯ ಗಂಡಿನ ಭಾವವಾಗಿ ಹೊರಹೊಮ್ಮುತ್ತದೆ. ಮತ್ತೊಮ್ಮೆ ಆ ಶಾಯಿರಿಯ ಪೂರ್ಣ ಬಿಂಬೆಯು ತರಹವು ಭಾಸವಾಗುತ್ತದೆ. ಕೆಲವು ಶಾಯಿರಿಗಳ ಗಂಡು ಹೆಣ್ಣಿನ ಸಂಭಾಷಣೆಯ ರೂಪದಲ್ಲಿಯೂ ಓದಬಹುದು. ಇಂತಹ ವಿಭಿನ್ನ ಪ್ರಯತ್ನ ಶಾಯಿರಿ ಲೋಕದಲ್ಲಿ ಮೊದಲೆಂದು ಹೇಳಬಹುದು.: [43, 811, 235, 992]
- paragraph: ಇಟಗಿ ಈರಣ್ಣನವರಿಂದ ಪ್ರಾರಂಭವಾದ ಕನ್ನಡ ಶಾಯಿರಿ ಪರಂಪರೆ ಪ್ರಸ್ತುತದವರೆಗೆ ಸಿಂಹ ನಡಿಗೆಯ ಗಂಭೀರ ಹೆಜ್ಜೆಗಳನ್ನು ಹಾಕುತ್ತಾ ಸಾಗಿ ಬಂದಿದೆ. ಉರ್ದು ಭಾಷೆಯನ್ನು ಬಲ್ಲವರು ಮಾತ್ರ ಶಾಯಿರಿ ಪರಂಪರೆಗೆ ಒಗ್ಗಿ ಕೊಳ್ಳುತ್ತಾರೆ ಎಂಬ ಮಾತನ್ನು ನಮ್ಮ ಉತ್ತರ ಕರ್ನಾಟಕದ ಹಲವಾರು ಶಾಯರ್ ಗಳು ಸುಳ್ಳು ಎಂದು ಸಾಬೀತುಪಡಿಸಿ ಅಚ್ಚು ಕನ್ನಡದಲ್ಲಿ ಉರ್ದು ಪರಂಪರೆಯ ಶಾಯಿರಿಗಳನ್ನು ಮೀರಿ ಶಾಯಿರಿ ರಚಿಸಿದ್ದಾರೆ. ಇದಕ್ಕೆ ಇದುವರೆಗೂ ಪ್ರಕಟವಾದ ಪುಸ್ತಕಗಳೇ ಸಾಕ್ಷಿ ಹೇಳುತ್ತವೆ.: [43, 226, 235, 336]
